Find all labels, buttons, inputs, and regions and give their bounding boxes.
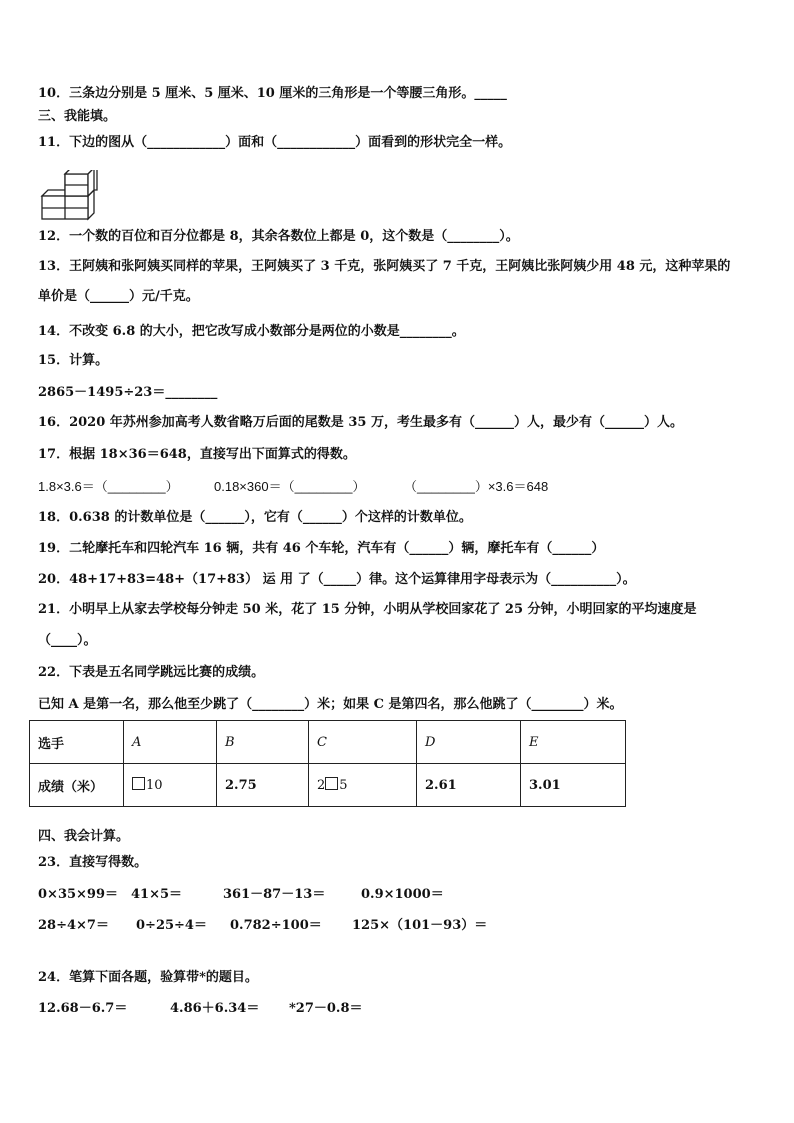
table-cell-e: 3.01 [521,764,626,807]
cell-a-value: 10 [146,778,163,793]
question-24: 24．笔算下面各题，验算带*的题目。 [38,970,258,985]
question-18: 18．0.638 的计数单位是（______），它有（______）个这样的计数单位。 [38,510,472,525]
table-cell-d: 2.61 [417,764,521,807]
q24-item-3: *27－0.8＝ [289,1001,363,1016]
question-11: 11．下边的图从（____________）面和（____________）面看到的形状完全一样。 [38,135,512,150]
cell-c-suffix: 5 [339,778,348,793]
question-17-part-b: 0.18×360＝（________） [214,479,366,494]
question-17-part-a: 1.8×3.6＝（________） [38,479,179,494]
q23-item-4: 0.9×1000＝ [361,887,444,902]
question-15-expression: 2865－1495÷23＝________ [38,385,218,400]
blank-digit-box [325,777,338,790]
table-header-a: A [124,721,217,764]
table-cell-b: 2.75 [217,764,309,807]
q23-item-6: 0÷25÷4＝ [136,918,207,933]
q23-item-2: 41×5＝ [131,887,183,902]
blank-digit-box [132,777,145,790]
question-17-part-c: （________）×3.6＝648 [404,479,549,494]
question-10: 10．三条边分别是 5 厘米、5 厘米、10 厘米的三角形是一个等腰三角形。_____ [38,86,507,101]
table-header-c: C [309,721,417,764]
question-21-line-1: 21．小明早上从家去学校每分钟走 50 米，花了 15 分钟，小明从学校回家花了 25 分钟，小明回家的平均速度是 [38,602,697,617]
stacked-cubes-figure [40,170,102,222]
question-12: 12．一个数的百位和百分位都是 8，其余各数位上都是 0，这个数是（________）。 [38,229,519,244]
question-13-line-2: 单价是（______）元/千克。 [38,289,199,304]
q23-item-8: 125×（101－93）＝ [352,918,488,933]
table-cell-c [309,764,417,807]
long-jump-score-table [29,720,626,807]
question-23: 23．直接写得数。 [38,855,148,870]
table-row-label: 成绩（米） [30,764,124,807]
q23-item-1: 0×35×99＝ [38,887,119,902]
q24-item-2: 4.86＋6.34＝ [170,1001,260,1016]
table-header-b: B [217,721,309,764]
q23-item-5: 28÷4×7＝ [38,918,109,933]
question-16: 16．2020 年苏州参加高考人数省略万后面的尾数是 35 万，考生最多有（______）人，最少有（______）人。 [38,415,683,430]
section-3-heading: 三、我能填。 [38,109,117,124]
q23-item-3: 361－87－13＝ [223,887,326,902]
cell-c-prefix: 2 [317,778,326,793]
question-22: 22．下表是五名同学跳远比赛的成绩。 [38,665,265,680]
table-header-e: E [521,721,626,764]
table-header-player: 选手 [30,721,124,764]
question-13-line-1: 13．王阿姨和张阿姨买同样的苹果，王阿姨买了 3 千克，张阿姨买了 7 千克，王阿姨比张阿姨少用 48 元，这种苹果的 [38,259,731,274]
table-header-d: D [417,721,521,764]
table-score-row [30,764,626,807]
section-4-heading: 四、我会计算。 [38,829,130,844]
question-14: 14．不改变 6.8 的大小，把它改写成小数部分是两位的小数是________。 [38,324,465,339]
question-15: 15．计算。 [38,353,109,368]
question-21-line-2: （____）。 [38,633,97,648]
question-17: 17．根据 18×36＝648，直接写出下面算式的得数。 [38,447,356,462]
q23-item-7: 0.782÷100＝ [230,918,322,933]
q24-item-1: 12.68－6.7＝ [38,1001,128,1016]
question-19: 19．二轮摩托车和四轮汽车 16 辆，共有 46 个车轮，汽车有（______）辆，摩托车有（______） [38,541,605,556]
question-20: 20．48+17+83=48+（17+83） 运 用 了（_____）律。这个运算律用字母表示为（__________）。 [38,572,636,587]
table-cell-a [124,764,217,807]
table-header-row [30,721,626,764]
question-22-subtext: 已知 A 是第一名，那么他至少跳了（________）米；如果 C 是第四名，那么他跳了（________）米。 [38,697,623,712]
